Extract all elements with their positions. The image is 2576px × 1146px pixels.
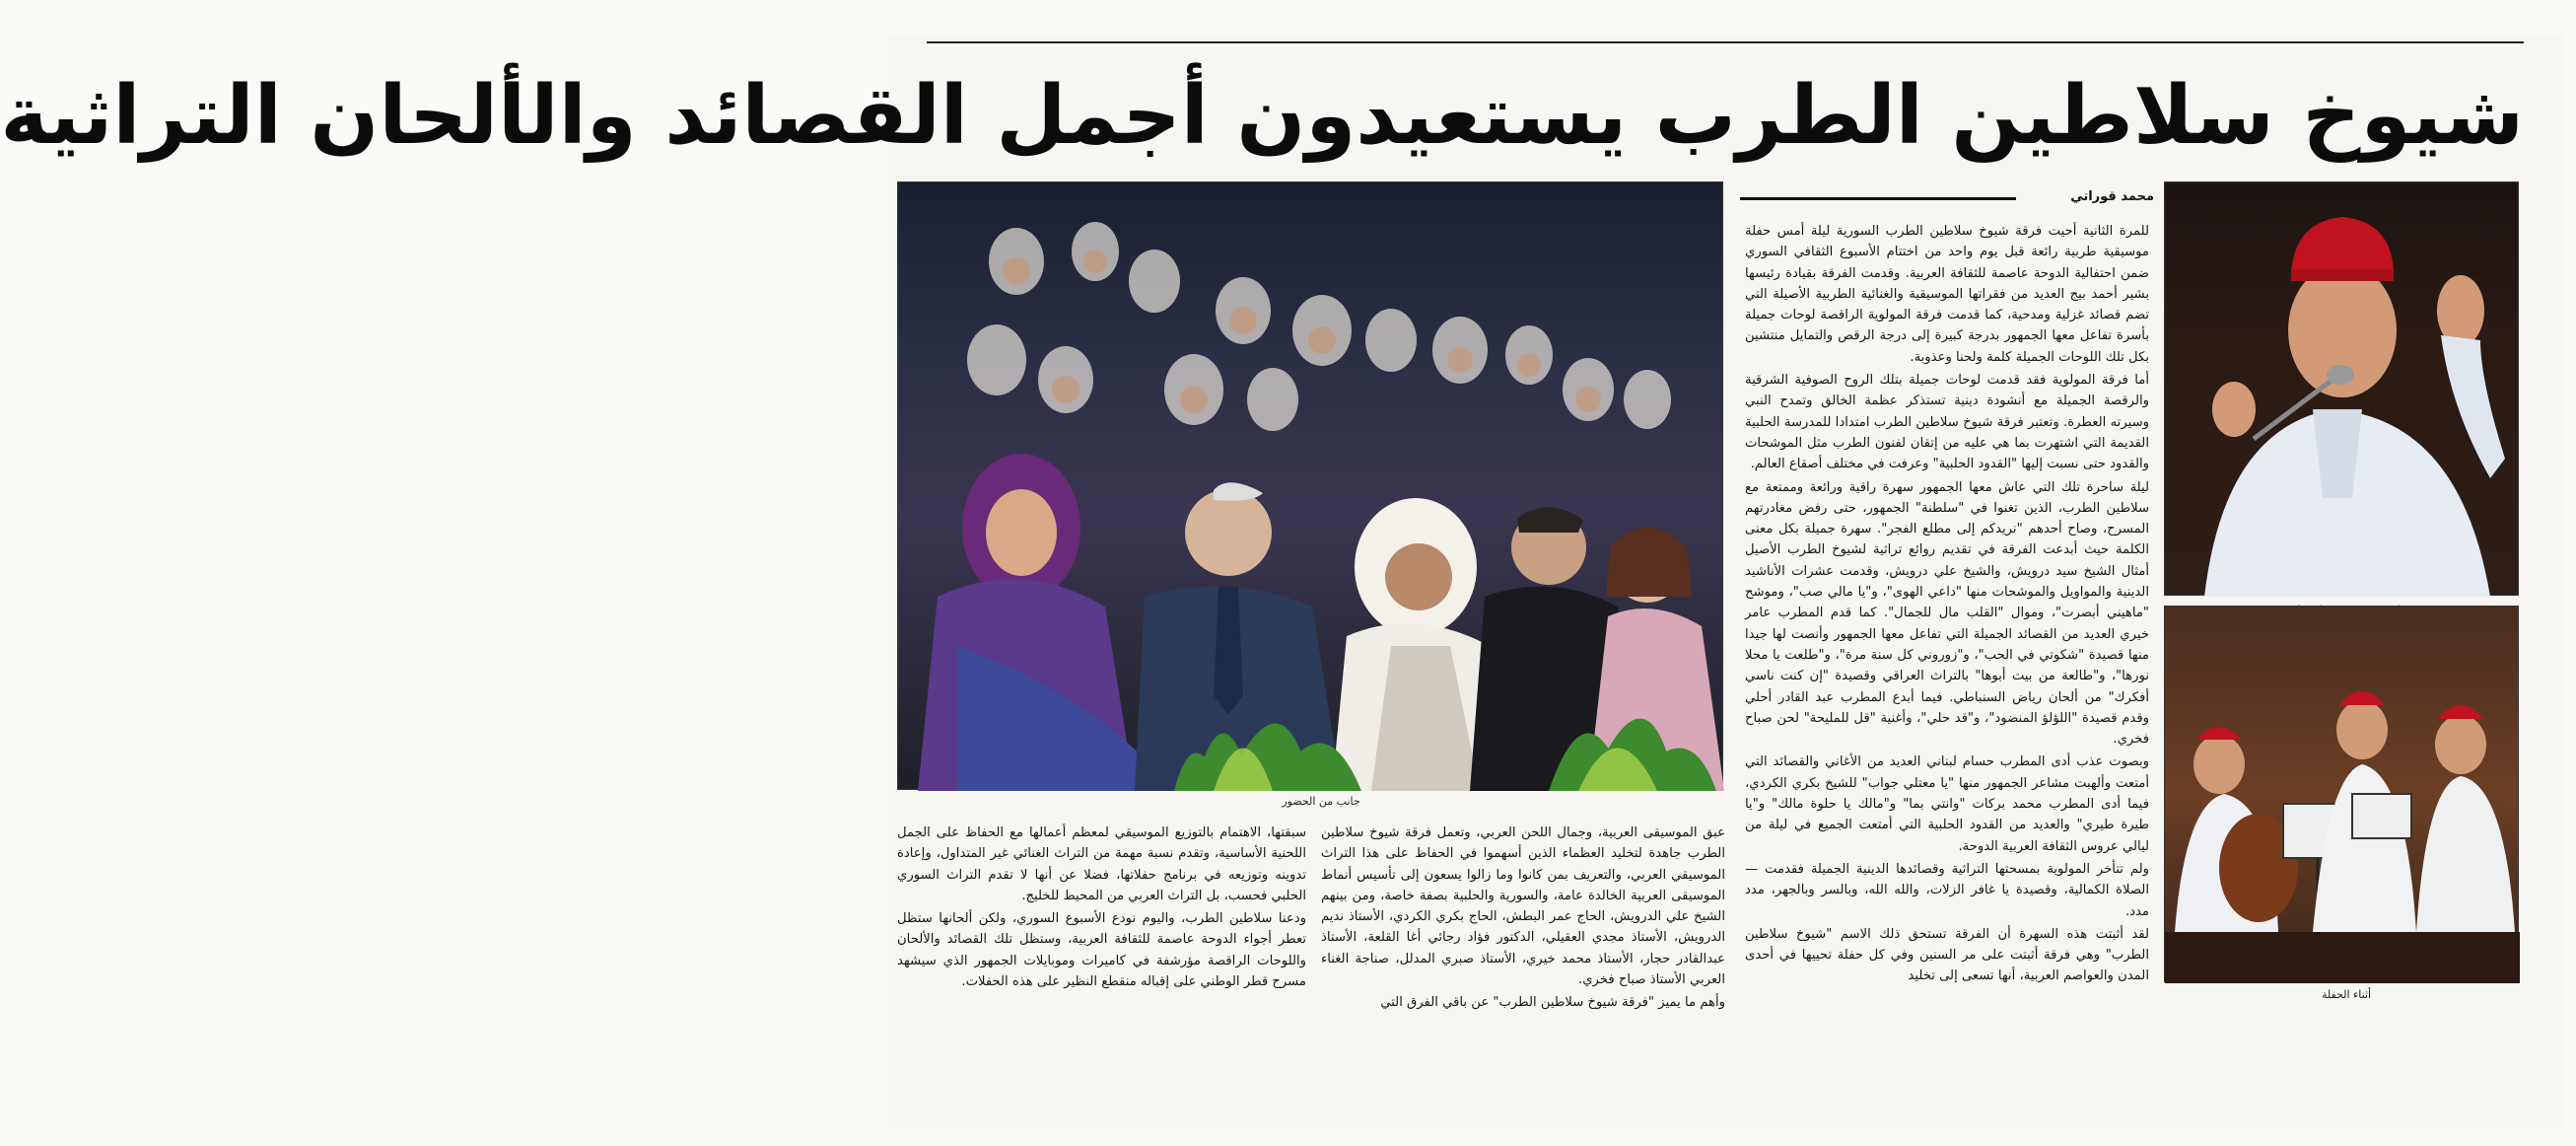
article-column-left [897,823,1306,1049]
byline [1740,187,2154,211]
audience-caption: جانب من الحضور [1282,795,1360,808]
newspaper-page [0,34,2563,1128]
paragraph: أما فرقة المولوية فقد قدمت لوحات جميلة بتلك الروح الصوفية الشرقية والرقصة الجميلة مع أنشودة دينية تستذكر عظمة الخالق وتمدح النبي وسيرته العطرة. وتعتبر فرقة شيوخ سلاطين الطرب امتدادا للمدرسة الحلبية القديمة التي اشتهرت بما هي عليه من إتقان لفنون الطرب مثل الموشحات والقدود حتى نسبت إليها "القدود الحلبية" وعرفت في مختلف أصقاع العالم. [1745,373,2149,472]
paragraph: وأهم ما يميز "فرقة شيوخ سلاطين الطرب" عن باقي الفرق التي [1380,995,1725,1011]
article-column-middle [1321,823,1725,1049]
article-column-right [1745,221,2149,1039]
band-illustration [2165,607,2520,983]
singer-photo [2164,181,2519,596]
audience-photo [897,181,1723,790]
paragraph: سبقتها، الاهتمام بالتوزيع الموسيقي لمعظم أعمالها مع الحفاظ على الجمل اللحنية الأساسية، وتقدم نسبة مهمة من التراث الغنائي غير المتداول، وإعادة تدوينه وتوزيعه في برنامج حفلاتها، فضلا عن أنها لا تقدم التراث السوري الحلبي فحسب، بل التراث العربي من المحيط للخليج. [897,825,1306,903]
byline-rule [1740,197,2016,200]
headline: شيوخ سلاطين الطرب يستعيدون أجمل القصائد والألحان التراثية [0,69,2524,163]
paragraph: ودعنا سلاطين الطرب، واليوم نودع الأسبوع السوري، ولكن ألحانها ستظل تعطر أجواء الدوحة عاصمة للثقافة العربية، وستظل تلك القصائد والألحان واللوحات الراقصة مؤرشفة في كاميرات وموبايلات الجمهور الذي سيشهد مسرح قطر الوطني على إقباله منقطع النظير على هذه الحفلات. [897,911,1306,990]
audience-illustration [898,182,1724,791]
paragraph: للمرة الثانية أحيت فرقة شيوخ سلاطين الطرب السورية ليلة أمس حفلة موسيقية طربية رائعة قبل يوم واحد من اختتام الأسبوع الثقافي السوري ضمن احتفالية الدوحة عاصمة للثقافة العربية. وقدمت الفرقة بقيادة رئيسها بشير أحمد بيج العديد من فقراتها الموسيقية والغنائية الطربية الأصيلة التي تضم قصائد غزلية ومدحية، كما قدمت فرقة المولوية الراقصة لوحات جميلة بأسرة تفاعل معها الجمهور بدرجة كبيرة إلى درجة الرقص والتمايل منتشين بكل تلك اللوحات الجميلة كلمة ولحنا وعذوبة. [1745,224,2149,365]
singer-illustration [2165,182,2520,597]
band-photo [2164,606,2519,982]
paragraph: ولم تتأخر المولوية بمسحتها التراثية وقصائدها الدينية الجميلة فقدمت — الصلاة الكمالية، وقصيدة يا غافر الزلات، والله الله، وبالسر وبالجهر، مدد مدد. [1745,861,2149,919]
paragraph: وبصوت عذب أدى المطرب حسام لبناني العديد من الأغاني والقصائد التي أمتعت وألهبت مشاعر الجمهور منها "يا معتلي جواب" للشيخ بكري الكردي، فيما أدى المطرب محمد بركات "وانتي بما" و"مالك يا حلوة مالك" و"يا طيرة طيري" والعديد من القدود الحلبية التي أمتعت الجميع في ليلة من ليالي عروس الثقافة العربية الدوحة. [1745,754,2149,854]
paragraph: ليلة ساحرة تلك التي عاش معها الجمهور سهرة راقية ورائعة وممتعة مع سلاطين الطرب، الذين تغنوا في "سلطنة" الجمهور، حتى رفض مغادرتهم المسرح، وصاح أحدهم "نريدكم إلى مطلع الفجر". سهرة جميلة بكل معنى الكلمة حيث أبدعت الفرقة في تقديم روائع تراثية لشيوخ الطرب الأصيل أمثال الشيخ سيد درويش، والشيخ علي درويش، وقدمت عشرات الأناشيد الدينية والمواويل والموشحات منها "داعي الهوى"، و"يا مالي صب"، وموشح "ماهيني أبصرت"، وموال "القلب مال للجمال". كما قدم المطرب عامر خيري العديد من القصائد الجميلة التي تفاعل معها الجمهور وأنصت لها جيدا منها قصيدة "شكوتي في الحب"، و"زوروني كل سنة مرة"، و"طلعت يا محلا نورها"، و"طالعة من بيت أبوها" بالتراث العراقي وقصيدة "إن كنت ناسي أفكرك" من ألحان رياض السنباطي. فيما أبدع المطرب عبد القادر أحلي وقدم قصيدة "اللؤلؤ المنضود"، و"قد حلي"، وأغنية "قل للمليحة" لحن صباح فخري. [1745,479,2149,748]
band-caption: أثناء الحفلة [2321,988,2372,1001]
top-rule [927,41,2524,43]
paragraph: لقد أثبتت هذه السهرة أن الفرقة تستحق ذلك الاسم "شيوخ سلاطين الطرب" وهي فرقة أثبتت على مر السنين وفي كل حفلة تحييها في أحدى المدن والعواصم العربية، أنها تسعى إلى تخليد [1745,926,2149,984]
author-name: محمد قوراتي [2070,189,2154,204]
paragraph: عبق الموسيقى العربية، وجمال اللحن العربي، وتعمل فرقة شيوخ سلاطين الطرب جاهدة لتخليد العظماء الذين أسهموا في الحفاظ على هذا التراث الموسيقي العربي، والتعريف بمن كانوا وما زالوا يسعون إلى تأسيس أنماط الموسيقى العربية الخالدة عامة، والسورية والحلبية بصفة خاصة، ومن بينهم الشيخ علي الدرويش، الحاج عمر البطش، الحاج بكري الكردي، الأستاذ نديم الدرويش، الأستاذ مجدي العقيلي، الدكتور فؤاد رجائي أغا القلعة، الأستاذ عبدالقادر حجار، الأستاذ محمد خيري، الأستاذ صبري المدلل، صناجة الغناء العربي الأستاذ صباح فخري. [1321,825,1725,988]
